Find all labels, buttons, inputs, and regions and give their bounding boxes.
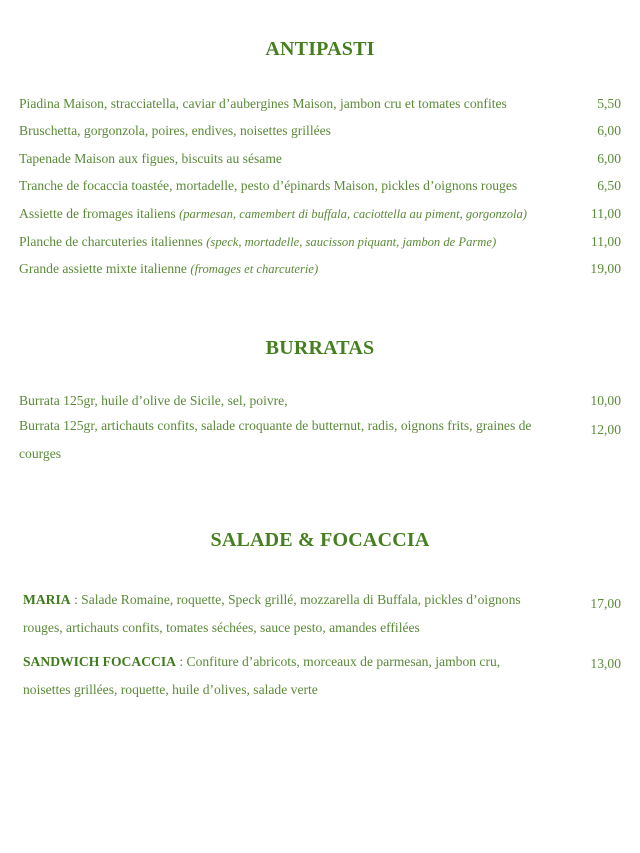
item-description: : Confiture d’abricots, morceaux de parmesan, jambon cru, noisettes grillées, roquette, huile d’olives, salade verte <box>23 654 501 697</box>
section-title-burratas: BURRATAS <box>265 337 375 359</box>
item-description: Tapenade Maison aux figues, biscuits au sésame <box>19 151 282 166</box>
item-price: 6,00 <box>597 151 621 166</box>
menu-item <box>19 176 621 196</box>
item-description: Piadina Maison, stracciatella, caviar d’aubergines Maison, jambon cru et tomates confites <box>19 96 507 111</box>
menu-item <box>19 391 621 411</box>
item-note: (fromages et charcuterie) <box>190 262 319 276</box>
item-price: 6,00 <box>597 123 621 138</box>
menu-item <box>19 149 621 169</box>
item-name: SANDWICH FOCACCIA <box>23 654 176 669</box>
menu-item <box>19 232 621 252</box>
item-price: 13,00 <box>590 656 621 671</box>
item-note: (speck, mortadelle, saucisson piquant, jambon de Parme) <box>206 235 497 249</box>
section-title-antipasti: ANTIPASTI <box>265 38 375 60</box>
item-note: (parmesan, camembert di buffala, caciottella au piment, gorgonzola) <box>179 207 527 221</box>
menu-item <box>23 648 621 704</box>
menu-item <box>19 121 621 141</box>
item-description: Burrata 125gr, artichauts confits, salade croquante de butternut, radis, oignons frits, graines de courges <box>19 418 532 461</box>
item-price: 6,50 <box>597 178 621 193</box>
item-description: Grande assiette mixte italienne <box>19 261 191 276</box>
item-description: : Salade Romaine, roquette, Speck grillé, mozzarella di Buffala, pickles d’oignons rouges, artichauts confits, tomates séchées, sauce pesto, amandes effilées <box>23 592 521 635</box>
menu-item <box>19 204 621 224</box>
item-description: Burrata 125gr, huile d’olive de Sicile, sel, poivre, <box>19 393 288 408</box>
menu-item <box>19 412 621 468</box>
item-description: Assiette de fromages italiens <box>19 206 180 221</box>
item-price: 5,50 <box>597 96 621 111</box>
item-price: 11,00 <box>590 234 621 249</box>
item-price: 19,00 <box>590 261 621 276</box>
item-price: 10,00 <box>590 393 621 408</box>
item-description: Tranche de focaccia toastée, mortadelle, pesto d’épinards Maison, pickles d’oignons rouges <box>19 178 518 193</box>
item-description: Bruschetta, gorgonzola, poires, endives, noisettes grillées <box>19 123 331 138</box>
menu-item <box>19 259 621 279</box>
item-name: MARIA <box>23 592 71 607</box>
item-price: 12,00 <box>590 422 621 437</box>
item-price: 17,00 <box>590 596 621 611</box>
item-price: 11,00 <box>590 206 621 221</box>
menu-item <box>19 94 621 114</box>
menu-item <box>23 586 621 642</box>
item-description: Planche de charcuteries italiennes <box>19 234 207 249</box>
section-title-salade-focaccia: SALADE & FOCACCIA <box>210 529 430 551</box>
